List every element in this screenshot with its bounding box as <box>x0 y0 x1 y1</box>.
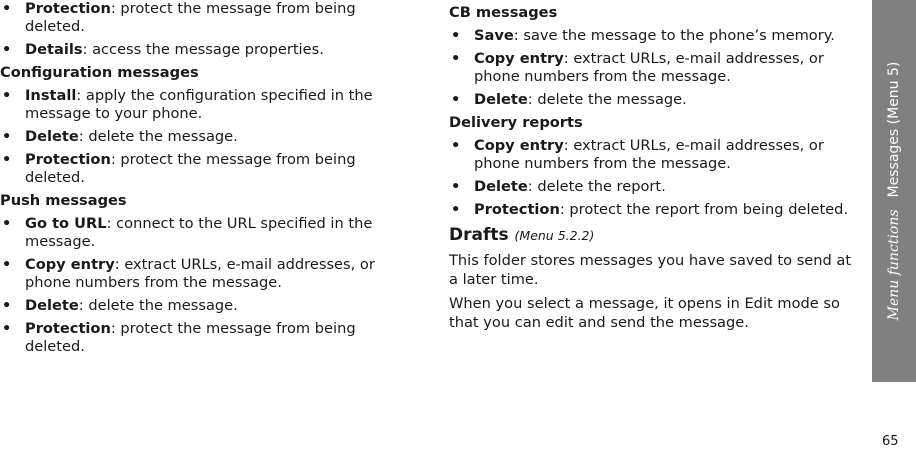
bullet: • <box>451 27 461 44</box>
bullet: • <box>2 0 12 17</box>
side-tab-text <box>872 0 916 382</box>
item-label: Protection <box>25 320 111 337</box>
bullet: • <box>2 41 12 58</box>
bullet: • <box>2 256 12 273</box>
item-label: Copy entry <box>474 50 564 67</box>
item-text: : delete the message. <box>78 297 238 314</box>
list-item <box>449 91 864 109</box>
item-text: : save the message to the phone’s memory. <box>513 27 835 44</box>
list-item <box>0 0 400 36</box>
list-item <box>449 137 864 173</box>
item-label: Copy entry <box>25 256 115 273</box>
list-item <box>0 215 400 251</box>
item-text: : access the message properties. <box>82 41 324 58</box>
bullet: • <box>2 297 12 314</box>
bullet: • <box>2 320 12 337</box>
item-label: Delete <box>474 178 528 195</box>
push-heading: Push messages <box>0 192 127 209</box>
item-label: Protection <box>25 0 111 17</box>
list-item <box>0 41 400 59</box>
drafts-menu-ref: (Menu 5.2.2) <box>514 228 595 243</box>
bullet: • <box>2 128 12 145</box>
item-label: Copy entry <box>474 137 564 154</box>
item-text: : extract URLs, e-mail addresses, or phone numbers from the message. <box>25 256 375 291</box>
item-text: : delete the message. <box>527 91 687 108</box>
item-text: : delete the message. <box>78 128 238 145</box>
item-text: : protect the message from being deleted. <box>25 0 356 35</box>
item-label: Install <box>25 87 77 104</box>
item-text: : delete the report. <box>527 178 666 195</box>
page-number: 65 <box>882 434 899 449</box>
bullet: • <box>451 91 461 108</box>
item-text: : connect to the URL specified in the message. <box>25 215 373 250</box>
item-text: : extract URLs, e-mail addresses, or phone numbers from the message. <box>474 137 824 172</box>
bullet: • <box>2 215 12 232</box>
item-text: : protect the message from being deleted. <box>25 151 356 186</box>
drafts-heading <box>449 225 864 246</box>
item-text: : extract URLs, e-mail addresses, or phone numbers from the message. <box>474 50 824 85</box>
bullet: • <box>451 137 461 154</box>
item-label: Delete <box>25 297 79 314</box>
drafts-paragraph: This folder stores messages you have saved to send at a later time. <box>449 252 852 288</box>
item-label: Delete <box>474 91 528 108</box>
section-label: Messages (Menu 5) <box>886 61 902 198</box>
left-column <box>0 0 400 361</box>
side-tab-label <box>886 62 902 321</box>
item-label: Delete <box>25 128 79 145</box>
configuration-heading: Configuration messages <box>0 64 199 81</box>
list-item <box>0 320 400 356</box>
item-label: Details <box>25 41 83 58</box>
item-text: : protect the message from being deleted. <box>25 320 356 355</box>
bullet: • <box>2 151 12 168</box>
right-column <box>449 0 864 337</box>
item-text: : protect the report from being deleted. <box>559 201 849 218</box>
list-item <box>0 151 400 187</box>
bullet: • <box>2 87 12 104</box>
delivery-heading: Delivery reports <box>449 114 583 131</box>
drafts-title: Drafts <box>449 225 509 245</box>
list-item <box>449 27 864 45</box>
item-label: Protection <box>25 151 111 168</box>
menu-functions-label: Menu functions <box>886 209 902 321</box>
list-item <box>0 128 400 146</box>
bullet: • <box>451 201 461 218</box>
item-label: Go to URL <box>25 215 107 232</box>
bullet: • <box>451 178 461 195</box>
list-item <box>449 50 864 86</box>
list-item <box>0 256 400 292</box>
list-item <box>0 297 400 315</box>
drafts-paragraph: When you select a message, it opens in Edit mode so that you can edit and send the message. <box>449 295 840 331</box>
cb-heading: CB messages <box>449 4 558 21</box>
list-item <box>449 201 864 219</box>
bullet: • <box>451 50 461 67</box>
item-label: Save <box>474 27 514 44</box>
list-item <box>0 87 400 123</box>
item-text: : apply the configuration specified in the message to your phone. <box>25 87 373 122</box>
item-label: Protection <box>474 201 560 218</box>
list-item <box>449 178 864 196</box>
